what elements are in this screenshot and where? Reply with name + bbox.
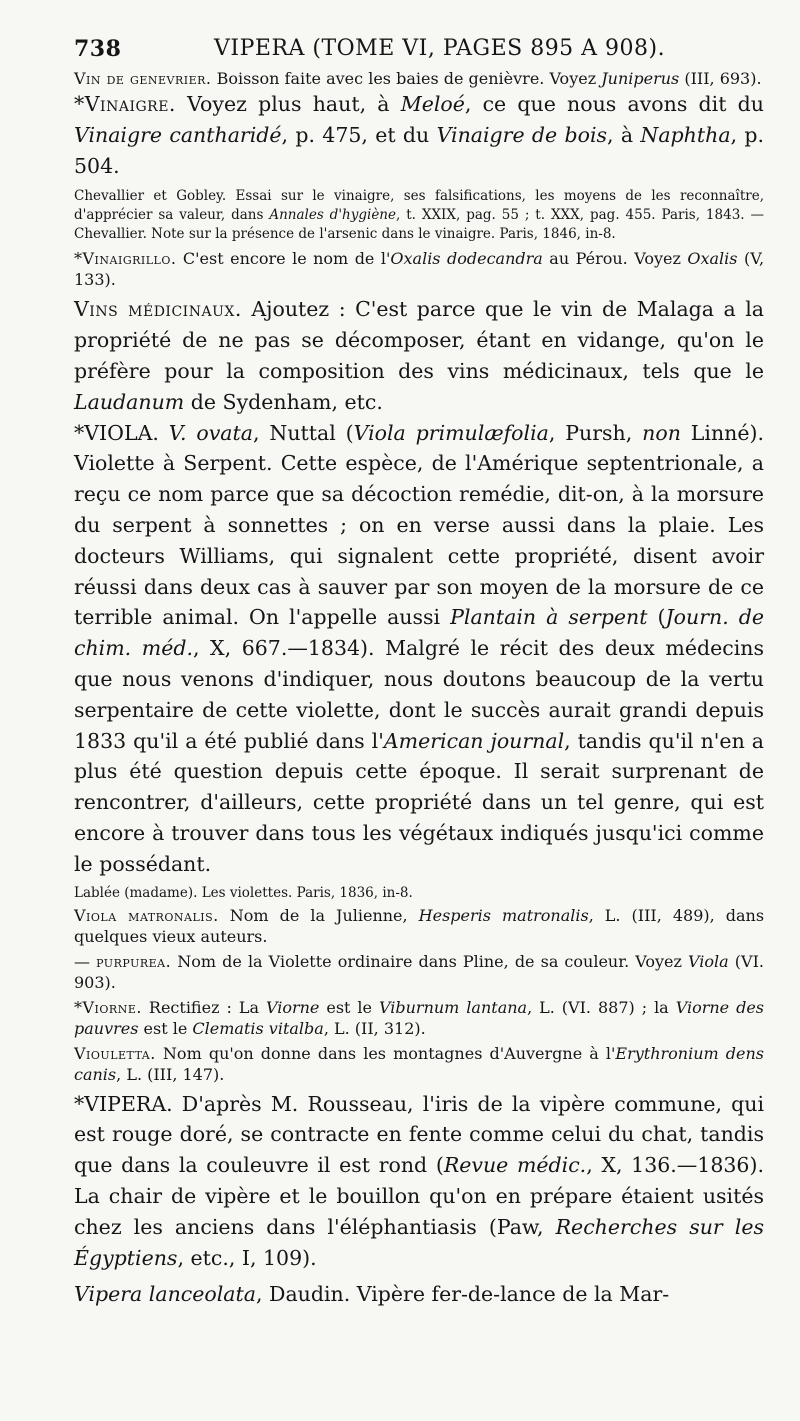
- entry-italic: Hesperis matronalis: [418, 905, 589, 925]
- entry-text: Voyez plus haut, à: [175, 92, 401, 116]
- entry-italic: Erythronium dens canis: [74, 1043, 765, 1084]
- entry-italic: Plantain à serpent: [450, 605, 648, 630]
- entry-italic: Juniperus: [601, 69, 680, 88]
- citation-italic: Annales d'hygiène: [269, 207, 396, 224]
- entry-text: , p. 504.: [74, 122, 765, 178]
- entry-text: , L. (VI. 887) ; la: [527, 997, 676, 1017]
- entry-text: Nom qu'on donne dans les montagnes d'Auvergne à l': [155, 1043, 616, 1063]
- entry-italic: Meloé: [400, 92, 465, 116]
- entry-text: Rectifiez : La: [141, 997, 266, 1017]
- entry-italic: V. ovata: [168, 420, 253, 445]
- entry-text: (V, 133).: [74, 249, 765, 290]
- entry-text: , L. (II, 312).: [323, 1018, 426, 1038]
- entry-italic: Viola primulæfolia: [353, 420, 549, 445]
- entry-head: Viouletta.: [74, 1043, 156, 1063]
- entry-head: *VIPERA.: [74, 1091, 173, 1116]
- entry-head: Viola matronalis.: [74, 905, 219, 925]
- entry-text: , etc., I, 109).: [177, 1245, 317, 1270]
- entry-vins-medicinaux: [74, 294, 764, 417]
- entry-vipera: [74, 1089, 764, 1274]
- entry-italic: Naphtha: [640, 122, 731, 147]
- entry-text: Boisson faite avec les baies de genièvre. Voyez: [211, 69, 602, 88]
- citation-text: , t. XXIX, pag. 55 ; t. XXX, pag. 455. Paris, 1843. — Chevallier. Note sur la présence de l'arsenic dans le vinaigre. Paris, 1846, in-8.: [74, 207, 764, 243]
- running-title: VIPERA (TOME VI, PAGES 895 A 908).: [214, 36, 666, 61]
- entry-text: (VI. 903).: [74, 951, 765, 992]
- entry-text: est le: [319, 997, 379, 1017]
- entry-text: , Pursh,: [548, 420, 643, 445]
- entry-viorne: [74, 997, 764, 1039]
- entry-vinaigre: [74, 89, 764, 181]
- entry-italic: Oxalis dodecandra: [390, 249, 543, 269]
- entry-text: est le: [138, 1018, 193, 1038]
- citation-lablee: [74, 884, 764, 903]
- entry-text: de Sydenham, etc.: [184, 389, 383, 414]
- entry-text: , p. 475, et du: [281, 122, 437, 147]
- entry-head: *VIOLA.: [74, 420, 159, 445]
- entry-text: (III, 693).: [679, 69, 762, 88]
- entry-text: , Nuttal (: [253, 420, 354, 445]
- entry-viola: [74, 418, 764, 880]
- entry-vinaigrillo: [74, 248, 764, 290]
- entry-text: , X, 136.—1836). La chair de vipère et le bouillon qu'on en prépare étaient usités chez les anciens dans l'éléphantiasis (Paw,: [74, 1153, 764, 1239]
- entry-italic: Vinaigre de bois: [436, 122, 608, 147]
- entry-head: Vin de genevrier.: [74, 69, 212, 88]
- entry-italic: Vinaigre cantharidé: [74, 122, 282, 147]
- page-header: [74, 28, 774, 68]
- entry-italic: Journ. de chim. méd.: [74, 605, 765, 661]
- entry-italic: American journal: [383, 728, 565, 753]
- entry-text: Nom de la Julienne,: [218, 905, 419, 925]
- entry-text: (: [647, 605, 666, 630]
- entry-dash: —: [74, 951, 97, 971]
- entry-text: , Daudin. Vipère fer-de-lance de la Mar-: [255, 1282, 670, 1307]
- entry-italic: Viola: [688, 951, 729, 971]
- entry-italic: Revue médic.: [443, 1153, 587, 1178]
- entry-text: C'est encore le nom de l': [176, 249, 391, 269]
- entry-text: , L. (III, 489), dans quelques vieux auteurs.: [74, 905, 765, 946]
- entry-head: purpurea.: [96, 951, 172, 971]
- entry-text: , à: [607, 122, 641, 147]
- entry-text: D'après M. Rousseau, l'iris de la vipère commune, qui est rouge doré, se contracte en fente comme celui du chat, tandis que dans la couleuvre il est rond (: [74, 1091, 764, 1178]
- entry-italic: Recherches sur les Égyptiens: [74, 1214, 764, 1270]
- entry-head: *Vinaigrillo.: [74, 249, 177, 269]
- entry-purpurea: [74, 951, 764, 993]
- entry-head: *Vinaigre.: [74, 92, 176, 116]
- entry-text: au Pérou. Voyez: [542, 249, 688, 269]
- citation-chevallier: [74, 187, 764, 244]
- citation-text: Lablée (madame). Les violettes. Paris, 1836, in-8.: [74, 884, 413, 901]
- entry-text: Linné). Violette à Serpent. Cette espèce, de l'Amérique septentrionale, a reçu ce nom parce que sa décoction remédie, dit-on, à la morsure du serpent à sonnettes ; on en verse aussi dans la plaie. Les docteurs Williams, qui signalent cette propriété, disent avoir réussi dans deux cas à sauver par son moyen de la morsure de ce terrible animal. On l'appelle aussi: [74, 420, 764, 630]
- entry-text: Ajoutez : C'est parce que le vin de Malaga a la propriété de ne pas se décomposer, étant en vidange, qu'on le préfère pour la composition des vins médicinaux, tels que le: [74, 297, 764, 383]
- entry-text: , tandis qu'il n'en a plus été question depuis cette époque. Il serait surprenant de rencontrer, d'ailleurs, cette propriété dans un tel genre, qui est encore à trouver dans tous les végétaux indiqués jusqu'ici comme le possédant.: [74, 728, 764, 876]
- entry-text: , L. (III, 147).: [116, 1064, 225, 1084]
- entry-head: Vins médicinaux.: [74, 297, 242, 322]
- entry-text: , X, 667.—1834). Malgré le récit des deux médecins que nous venons d'indiquer, nous doutons beaucoup de la vertu serpentaire de cette violette, dont le succès aurait grandi depuis 1833 qu'il a été publié dans l': [74, 636, 764, 753]
- entry-italic: Clematis vitalba: [192, 1018, 324, 1038]
- page-number: 738: [74, 36, 122, 62]
- entry-italic: non: [642, 420, 681, 445]
- entry-italic: Oxalis: [687, 249, 738, 269]
- entry-italic: Laudanum: [74, 389, 185, 414]
- entry-vin-de-genevrier: [74, 68, 764, 89]
- entry-italic: Viburnum lantana: [378, 997, 528, 1017]
- entry-italic: Vipera lanceolata: [74, 1282, 256, 1307]
- entry-text: , ce que nous avons dit du: [464, 92, 764, 116]
- citation-text: Chevallier et Gobley. Essai sur le vinaigre, ses falsifications, les moyens de les reconnaître, d'apprécier sa valeur, dans: [74, 188, 764, 224]
- entry-text: Nom de la Violette ordinaire dans Pline, de sa couleur. Voyez: [171, 951, 689, 971]
- entry-viouletta: [74, 1043, 764, 1085]
- entry-viola-matronalis: [74, 905, 764, 947]
- entry-vipera-lanceolata: [74, 1279, 764, 1310]
- page-body: [74, 68, 764, 1310]
- entry-text: [159, 421, 169, 445]
- entry-italic: Viorne des pauvres: [74, 997, 765, 1038]
- entry-head: *Viorne.: [74, 997, 142, 1017]
- entry-italic: Viorne: [265, 997, 320, 1017]
